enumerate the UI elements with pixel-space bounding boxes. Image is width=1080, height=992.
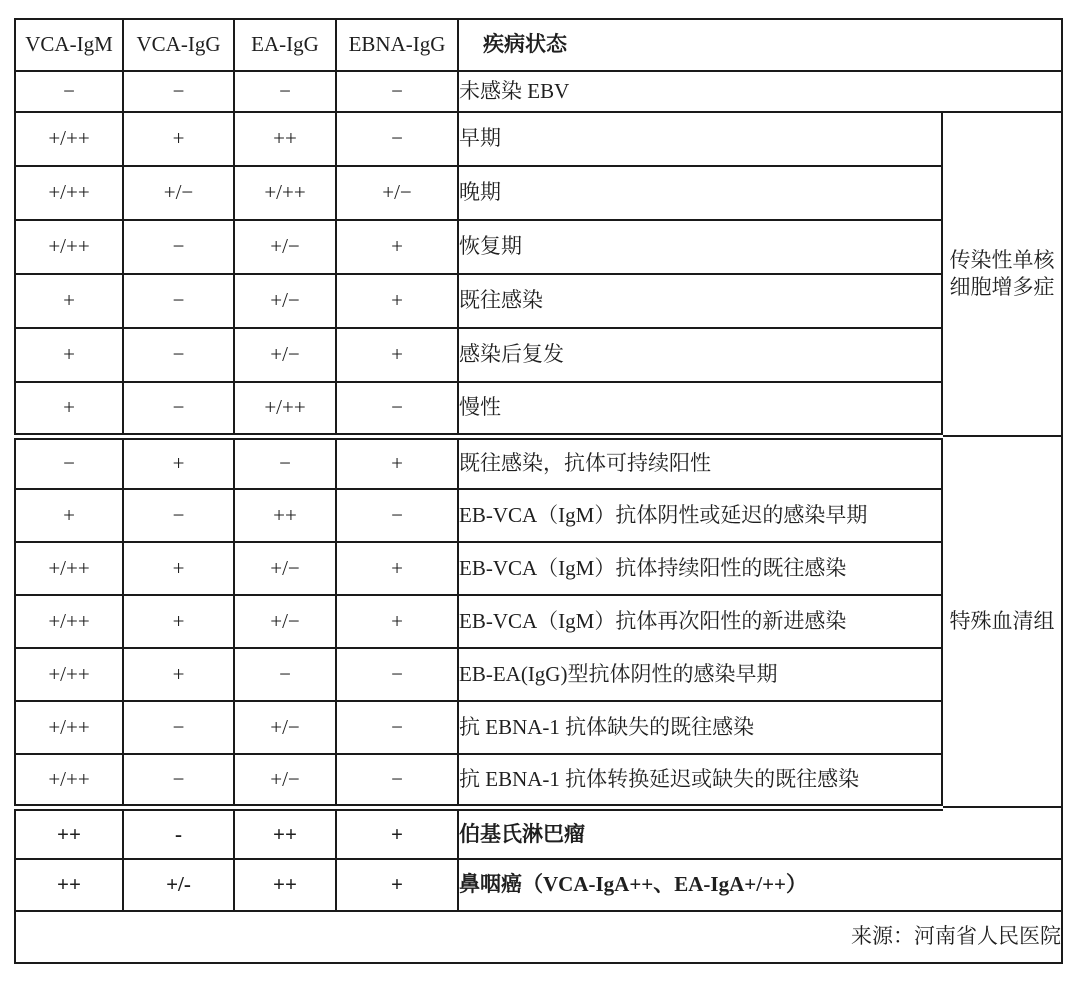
result-cell: ++ [234,112,336,166]
result-cell: +/++ [15,701,123,754]
result-cell: + [336,859,458,911]
result-cell: + [336,328,458,382]
result-cell: +/++ [15,754,123,807]
result-cell: − [123,220,234,274]
disease-state-cell: 早期 [458,112,942,166]
table-row [15,754,1062,807]
disease-state-cell: EB-VCA（IgM）抗体持续阳性的既往感染 [458,542,942,595]
result-cell: + [123,436,234,489]
column-header-vca-igg: VCA-IgG [123,19,234,71]
result-cell: +/++ [15,112,123,166]
result-cell: − [336,489,458,542]
result-cell: + [336,595,458,648]
table-row [15,807,1062,859]
disease-state-cell: 抗 EBNA-1 抗体转换延迟或缺失的既往感染 [458,754,942,807]
table-header [15,19,1062,71]
result-cell: + [123,648,234,701]
result-cell: + [336,436,458,489]
result-cell: + [123,595,234,648]
table-row [15,274,1062,328]
result-cell: − [123,328,234,382]
table-row [15,382,1062,436]
result-cell: + [15,274,123,328]
result-cell: + [123,112,234,166]
disease-state-cell: 慢性 [458,382,942,436]
disease-state-cell: 晚期 [458,166,942,220]
result-cell: − [336,701,458,754]
table-row [15,71,1062,112]
table-row [15,328,1062,382]
result-cell: + [123,542,234,595]
result-cell: − [123,754,234,807]
result-cell: − [234,648,336,701]
table-row [15,542,1062,595]
result-cell: − [123,71,234,112]
result-cell: +/++ [15,166,123,220]
column-header-disease-state: 疾病状态 [458,19,1062,71]
result-cell: +/− [234,328,336,382]
result-cell: − [336,648,458,701]
disease-state-cell: 恢复期 [458,220,942,274]
disease-state-cell: EB-VCA（IgM）抗体阴性或延迟的感染早期 [458,489,942,542]
result-cell: - [123,807,234,859]
disease-state-cell: 既往感染，抗体可持续阳性 [458,436,942,489]
result-cell: + [15,382,123,436]
result-cell: ++ [15,807,123,859]
result-cell: − [15,71,123,112]
result-cell: + [336,542,458,595]
result-cell: +/− [234,274,336,328]
table-body [15,71,1062,911]
result-cell: + [336,807,458,859]
result-cell: +/++ [15,220,123,274]
disease-state-cell: 伯基氏淋巴瘤 [458,807,1062,859]
table-row [15,112,1062,166]
group-label-cell: 特殊血清组 [942,436,1062,807]
result-cell: +/++ [15,542,123,595]
result-cell: − [123,489,234,542]
table-row [15,648,1062,701]
result-cell: − [123,274,234,328]
result-cell: + [15,328,123,382]
result-cell: − [234,71,336,112]
result-cell: ++ [234,859,336,911]
table-row [15,701,1062,754]
result-cell: + [336,274,458,328]
ebv-serology-table [14,18,1063,964]
result-cell: +/++ [234,382,336,436]
result-cell: +/- [123,859,234,911]
result-cell: − [123,382,234,436]
result-cell: +/− [123,166,234,220]
result-cell: − [336,112,458,166]
result-cell: ++ [15,859,123,911]
disease-state-cell: 鼻咽癌（VCA-IgA++、EA-IgA+/++） [458,859,1062,911]
table-row [15,220,1062,274]
result-cell: + [15,489,123,542]
table-row [15,436,1062,489]
result-cell: +/− [234,701,336,754]
result-cell: − [123,701,234,754]
disease-state-cell: EB-EA(IgG)型抗体阴性的感染早期 [458,648,942,701]
result-cell: − [234,436,336,489]
footer-row [15,911,1062,963]
table-row [15,166,1062,220]
result-cell: − [336,754,458,807]
table-footer [15,911,1062,963]
result-cell: +/++ [234,166,336,220]
source-note: 来源：河南省人民医院 [15,911,1062,963]
result-cell: ++ [234,489,336,542]
result-cell: +/++ [15,595,123,648]
result-cell: − [336,382,458,436]
result-cell: +/− [336,166,458,220]
disease-state-cell: EB-VCA（IgM）抗体再次阳性的新进感染 [458,595,942,648]
table-row [15,859,1062,911]
result-cell: − [15,436,123,489]
result-cell: + [336,220,458,274]
disease-state-cell: 抗 EBNA-1 抗体缺失的既往感染 [458,701,942,754]
result-cell: +/− [234,754,336,807]
disease-state-cell: 未感染 EBV [458,71,1062,112]
result-cell: +/− [234,220,336,274]
column-header-ebna-igg: EBNA-IgG [336,19,458,71]
result-cell: − [336,71,458,112]
result-cell: +/− [234,595,336,648]
header-row [15,19,1062,71]
disease-state-cell: 感染后复发 [458,328,942,382]
group-label-cell: 传染性单核细胞增多症 [942,112,1062,436]
column-header-vca-igm: VCA-IgM [15,19,123,71]
result-cell: ++ [234,807,336,859]
table-row [15,489,1062,542]
column-header-ea-igg: EA-IgG [234,19,336,71]
result-cell: +/++ [15,648,123,701]
table-row [15,595,1062,648]
disease-state-cell: 既往感染 [458,274,942,328]
result-cell: +/− [234,542,336,595]
